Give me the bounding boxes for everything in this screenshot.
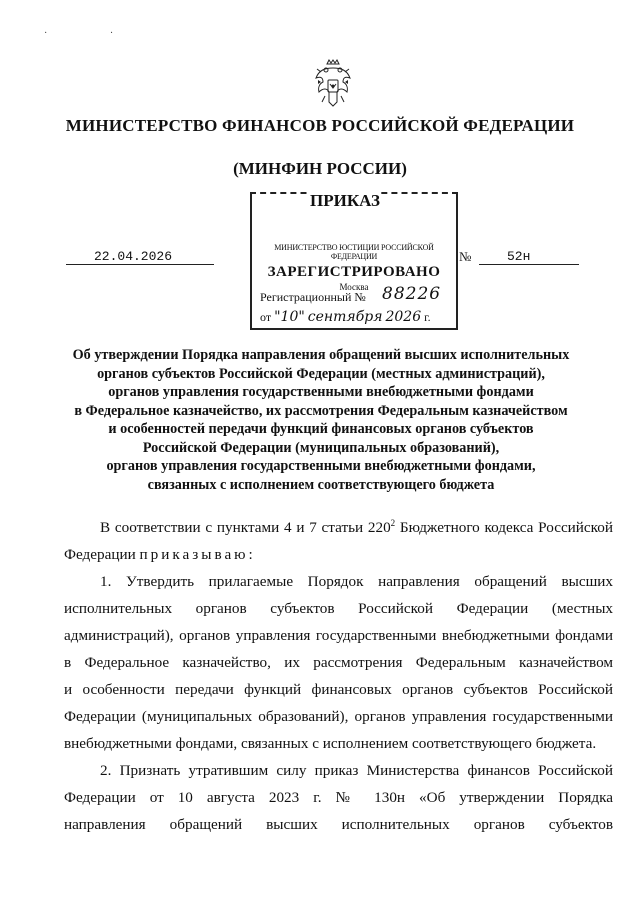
body-line (64, 541, 613, 568)
stamp-city: Москва (339, 282, 369, 292)
preamble-text: Бюджетного кодекса Российской (395, 519, 614, 536)
document-type: ПРИКАЗ (310, 191, 380, 210)
preamble-text: В соответствии с пунктами 4 и 7 статьи 220 (100, 519, 391, 536)
stamp-date (260, 309, 431, 325)
title-line: органов субъектов Российской Федерации (местных администраций), (97, 365, 545, 382)
document-date: 22.04.2026 (66, 249, 214, 265)
body-line: в Федеральное казначейство, их рассмотрения Федеральным казначейством (64, 654, 613, 671)
paragraph-2 (64, 757, 613, 838)
order-word: приказываю: (139, 546, 256, 563)
body-line: направления обращений высших исполнительных органов субъектов (64, 816, 613, 833)
document-title (40, 346, 602, 494)
scan-dots: · · (44, 28, 144, 39)
stamp-date-suffix: г. (424, 310, 431, 324)
preamble-text: Федерации (64, 546, 136, 563)
title-line: связанных с исполнением соответствующего бюджета (147, 476, 495, 493)
stamp-reg-label: Регистрационный № (260, 290, 366, 304)
body-line: 1. Утвердить прилагаемые Порядок направления обращений высших (100, 573, 613, 590)
stamp-date-month: сентября (307, 309, 383, 325)
body-line: исполнительных органов субъектов Российской Федерации (местных (64, 600, 613, 617)
title-line: и особенностей передачи функций финансовых органов субъектов (108, 421, 534, 437)
coat-of-arms-emblem (313, 58, 353, 108)
document-number-label: № (459, 249, 472, 264)
registration-stamp (250, 192, 458, 330)
title-line: в Федеральное казначейство, их рассмотрения Федеральным казначейством (74, 402, 568, 419)
body-line: Федерации от 10 августа 2023 г. № 130н «Об утверждении Порядка (64, 789, 613, 806)
ministry-short-name: (МИНФИН РОССИИ) (233, 159, 407, 178)
title-line: Российской Федерации (муниципальных образований), (142, 439, 500, 456)
stamp-date-year: 2026 (385, 309, 422, 325)
title-line: Об утверждении Порядка направления обращений высших исполнительных (72, 347, 570, 363)
body-line: внебюджетными фондами, связанных с исполнением соответствующего бюджета. (64, 735, 597, 752)
body-line: администраций), органов управления государственными внебюджетными фондами (64, 627, 613, 644)
ministry-name: МИНИСТЕРСТВО ФИНАНСОВ РОССИЙСКОЙ ФЕДЕРАЦИИ (65, 116, 575, 135)
paragraph-1 (64, 568, 613, 757)
stamp-status: ЗАРЕГИСТРИРОВАНО (267, 264, 441, 280)
document-number: 52н (479, 249, 579, 265)
document-body (64, 514, 613, 838)
title-line: органов управления государственными внебюджетными фондами, (106, 458, 536, 474)
title-line: органов управления государственными внебюджетными фондами (108, 384, 534, 400)
article-superscript: 2 (390, 517, 396, 528)
body-line: и особенности передачи функций финансовых органов субъектов Российской (64, 681, 613, 698)
preamble-paragraph (64, 514, 613, 568)
body-line (64, 514, 613, 541)
stamp-date-day: "10" (274, 309, 305, 325)
stamp-ministry: МИНИСТЕРСТВО ЮСТИЦИИ РОССИЙСКОЙ ФЕДЕРАЦИИ (274, 243, 434, 261)
body-line: 2. Признать утратившим силу приказ Министерства финансов Российской (100, 762, 613, 779)
stamp-reg-number: 88226 (382, 284, 442, 304)
stamp-date-prefix: от (260, 310, 272, 324)
body-line: Федерации (муниципальных образований), органов управления государственными (64, 708, 613, 725)
